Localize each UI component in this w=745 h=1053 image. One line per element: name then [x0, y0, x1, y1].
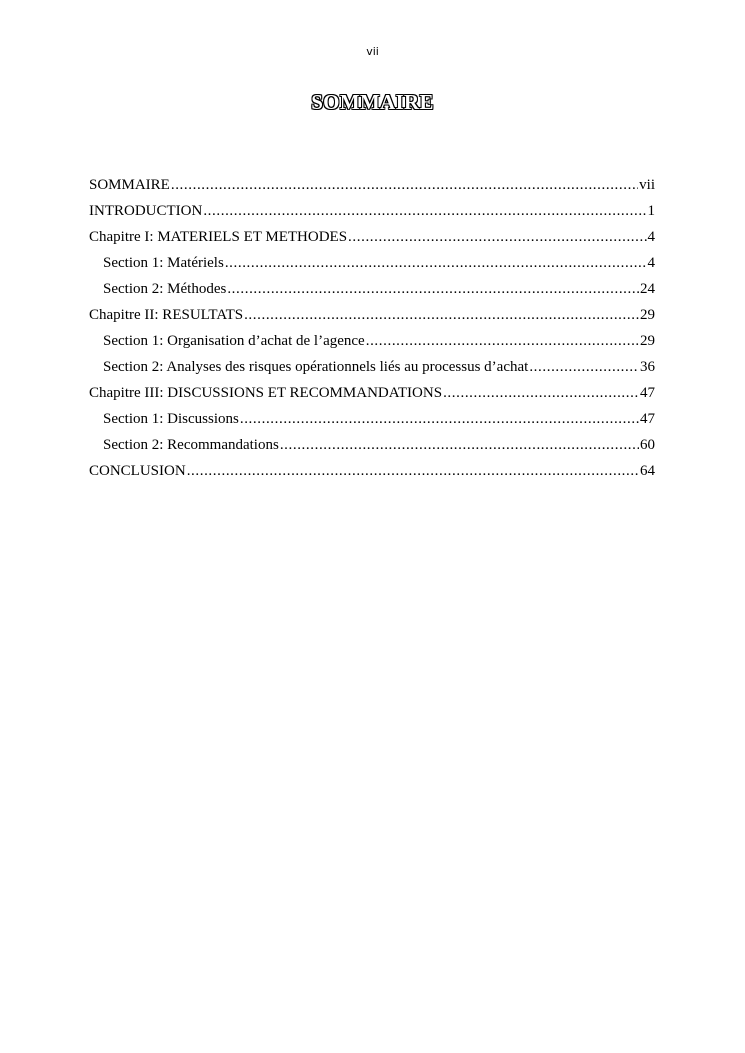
toc-entry-label: SOMMAIRE	[89, 177, 170, 193]
toc-dot-leader	[203, 198, 646, 224]
toc-entry-label: Chapitre I: MATERIELS ET METHODES	[89, 229, 348, 245]
toc-entry-label: Chapitre II: RESULTATS	[89, 307, 244, 323]
toc-dot-leader	[240, 406, 639, 432]
toc-entry-page: 64	[640, 463, 655, 479]
toc-entry-label: Section 2: Analyses des risques opérationnels liés au processus d’achat	[103, 359, 529, 375]
toc-entry[interactable]	[89, 172, 655, 198]
toc-entry[interactable]	[89, 276, 655, 302]
toc-entry-page: 24	[640, 281, 655, 297]
toc-entry-page: 47	[640, 411, 655, 427]
toc-entry-page: 1	[647, 203, 655, 219]
toc-dot-leader	[348, 224, 646, 250]
toc-entry[interactable]	[89, 406, 655, 432]
toc-dot-leader	[366, 328, 639, 354]
toc-dot-leader	[529, 354, 639, 380]
toc-entry-page: 4	[647, 229, 655, 245]
toc-entry[interactable]	[89, 354, 655, 380]
toc-entry-label: Section 1: Matériels	[103, 255, 224, 271]
toc-entry-page: vii	[639, 177, 655, 193]
toc-entry-page: 29	[640, 333, 655, 349]
toc-entry-page: 47	[640, 385, 655, 401]
toc-dot-leader	[171, 172, 638, 198]
toc-entry[interactable]	[89, 250, 655, 276]
toc-entry-label: Section 1: Organisation d’achat de l’agence	[103, 333, 365, 349]
toc-entry-label: Section 1: Discussions	[103, 411, 239, 427]
toc-entry[interactable]	[89, 198, 655, 224]
toc-entry[interactable]	[89, 328, 655, 354]
toc-dot-leader	[225, 250, 647, 276]
table-of-contents	[89, 172, 655, 484]
toc-entry[interactable]	[89, 432, 655, 458]
toc-entry[interactable]	[89, 458, 655, 484]
toc-dot-leader	[244, 302, 639, 328]
toc-entry-page: 29	[640, 307, 655, 323]
page-number: vii	[366, 45, 379, 58]
toc-entry-page: 4	[647, 255, 655, 271]
toc-entry[interactable]	[89, 380, 655, 406]
toc-entry-label: Chapitre III: DISCUSSIONS ET RECOMMANDATIONS	[89, 385, 443, 401]
toc-entry-label: CONCLUSION	[89, 463, 186, 479]
toc-entry-page: 36	[640, 359, 655, 375]
page-title: SOMMAIRE	[311, 90, 434, 114]
toc-entry[interactable]	[89, 224, 655, 250]
toc-dot-leader	[280, 432, 639, 458]
toc-entry-label: INTRODUCTION	[89, 203, 203, 219]
toc-entry-label: Section 2: Méthodes	[103, 281, 227, 297]
toc-dot-leader	[227, 276, 639, 302]
toc-entry-page: 60	[640, 437, 655, 453]
toc-entry-label: Section 2: Recommandations	[103, 437, 279, 453]
toc-dot-leader	[443, 380, 639, 406]
toc-entry[interactable]	[89, 302, 655, 328]
toc-dot-leader	[187, 458, 639, 484]
